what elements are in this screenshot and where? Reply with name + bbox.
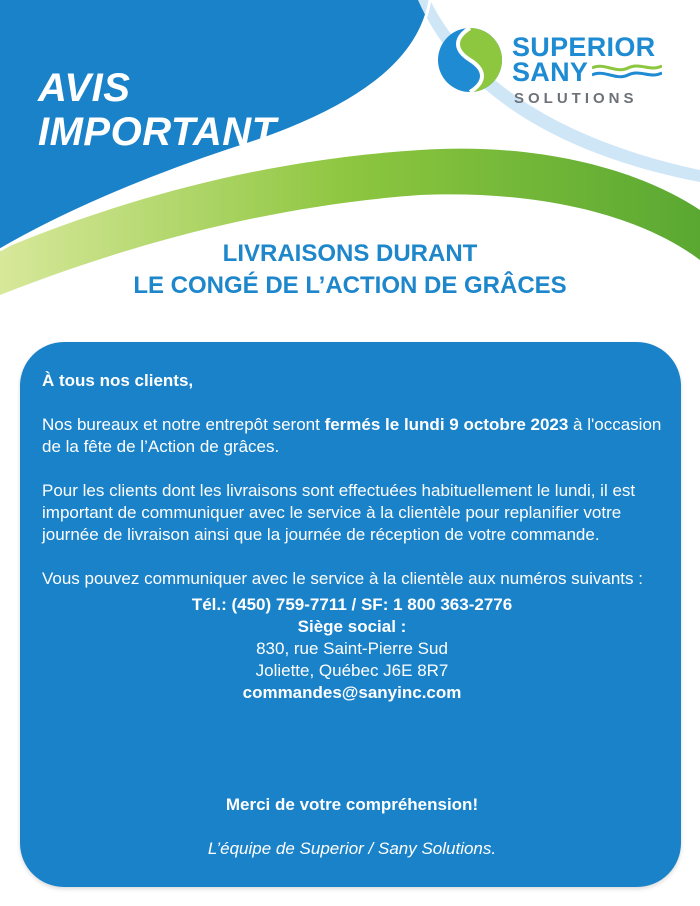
logo-emblem-icon [436,26,504,94]
contact-paragraph: Vous pouvez communiquer avec le service à la clientèle aux numéros suivants : [42,569,643,588]
closure-text-a: Nos bureaux et notre entrepôt seront [42,415,325,434]
superior-sany-logo [436,22,668,112]
contact-block [42,594,662,704]
head-office-label: Siège social : [297,617,407,636]
logo-word-solutions: SOLUTIONS [514,90,638,107]
headline-line1: LIVRAISONS DURANT [222,240,478,267]
closure-date: fermés le lundi 9 octobre 2023 [324,415,569,434]
logo-waves-icon [592,62,662,80]
thanks-line: Merci de votre compréhension! [225,795,479,814]
closure-text-c: à l'occasion de la fête de l’Action de grâces. [42,415,662,456]
headline [0,238,700,302]
phone-numbers: Tél.: (450) 759-7711 / SF: 1 800 363-2776 [191,595,513,614]
avis-important-title [38,66,277,154]
message-content [42,370,662,858]
monday-delivery-paragraph: Pour les clients dont les livraisons sont effectuées habituellement le lundi, il est important de communiquer avec le service à la clientèle pour replanifier votre journée de livraison ainsi que la journée de réception de votre commande. [42,481,636,544]
email-link[interactable]: commandes@sanyinc.com [242,683,462,702]
signature-line: L’équipe de Superior / Sany Solutions. [207,839,497,858]
address-line2: Joliette, Québec J6E 8R7 [255,661,449,680]
greeting: À tous nos clients, [42,371,194,390]
headline-line2: LE CONGÉ DE L’ACTION DE GRÂCES [133,272,567,299]
closure-paragraph [42,414,662,458]
logo-word-sany: SANY [512,57,589,87]
avis-line2: IMPORTANT [38,110,277,154]
logo-word-superior: SUPERIOR [512,32,656,62]
avis-line1: AVIS [38,66,131,110]
address-line1: 830, rue Saint-Pierre Sud [256,639,448,658]
